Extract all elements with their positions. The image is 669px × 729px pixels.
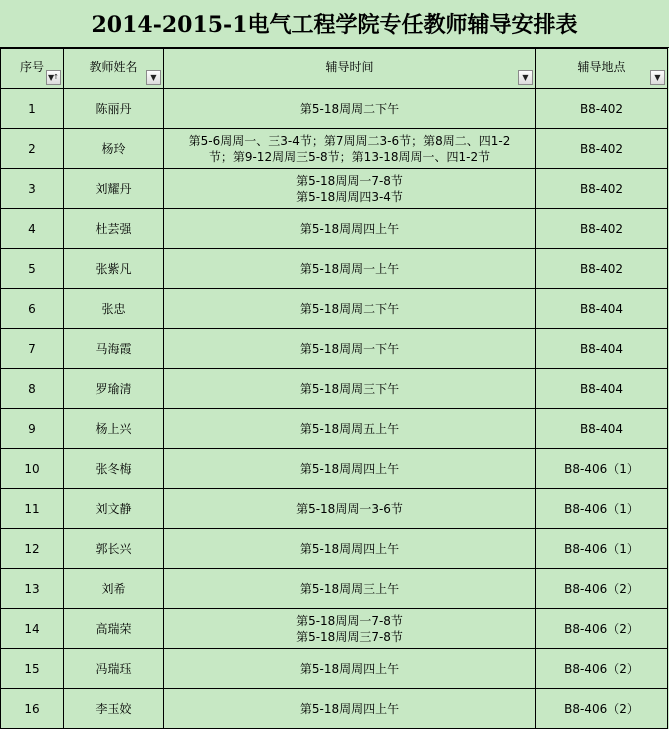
table-row	[1, 649, 668, 689]
cell-teacher-name[interactable]: 刘希	[64, 569, 164, 609]
time-line: 第5-18周周四上午	[299, 701, 400, 716]
cell-place[interactable]: B8-406（2）	[536, 609, 668, 649]
cell-teacher-name[interactable]: 张忠	[64, 289, 164, 329]
cell-place[interactable]: B8-406（2）	[536, 689, 668, 729]
table-row	[1, 529, 668, 569]
cell-teacher-name[interactable]: 高瑞荣	[64, 609, 164, 649]
cell-index[interactable]: 14	[1, 609, 64, 649]
cell-teacher-name[interactable]: 陈丽丹	[64, 89, 164, 129]
cell-time[interactable]	[164, 449, 536, 489]
cell-place[interactable]: B8-404	[536, 409, 668, 449]
table-row	[1, 209, 668, 249]
time-line: 节；第9-12周周三5-8节；第13-18周周一、四1-2节	[208, 149, 491, 164]
cell-place[interactable]: B8-406（1）	[536, 449, 668, 489]
cell-place[interactable]: B8-406（1）	[536, 529, 668, 569]
cell-index[interactable]: 13	[1, 569, 64, 609]
cell-index[interactable]: 2	[1, 129, 64, 169]
cell-time[interactable]	[164, 169, 536, 209]
cell-time[interactable]	[164, 209, 536, 249]
cell-index[interactable]: 10	[1, 449, 64, 489]
table-row	[1, 169, 668, 209]
cell-place[interactable]: B8-406（2）	[536, 649, 668, 689]
cell-index[interactable]: 1	[1, 89, 64, 129]
cell-index[interactable]: 11	[1, 489, 64, 529]
time-line: 第5-18周周四上午	[299, 461, 400, 476]
cell-time[interactable]	[164, 369, 536, 409]
table-row	[1, 289, 668, 329]
cell-place[interactable]: B8-402	[536, 129, 668, 169]
cell-place[interactable]: B8-402	[536, 89, 668, 129]
cell-teacher-name[interactable]: 杨上兴	[64, 409, 164, 449]
header-time	[164, 49, 536, 89]
cell-place[interactable]: B8-406（2）	[536, 569, 668, 609]
header-index-label: 序号	[19, 60, 44, 74]
cell-place[interactable]: B8-404	[536, 329, 668, 369]
time-line: 第5-18周周四上午	[299, 661, 400, 676]
cell-index[interactable]: 4	[1, 209, 64, 249]
cell-index[interactable]: 7	[1, 329, 64, 369]
cell-time[interactable]	[164, 289, 536, 329]
time-line: 第5-18周周四3-4节	[296, 189, 403, 204]
cell-time[interactable]	[164, 529, 536, 569]
table-row	[1, 489, 668, 529]
time-line: 第5-18周周二下午	[299, 101, 400, 116]
time-line: 第5-18周周五上午	[299, 421, 400, 436]
time-line: 第5-18周周一上午	[299, 261, 400, 276]
cell-index[interactable]: 16	[1, 689, 64, 729]
dropdown-filter-icon[interactable]: ▼	[146, 70, 161, 85]
cell-teacher-name[interactable]: 张冬梅	[64, 449, 164, 489]
table-row	[1, 689, 668, 729]
cell-time[interactable]	[164, 129, 536, 169]
time-line: 第5-18周周二下午	[299, 301, 400, 316]
time-line: 第5-18周周一3-6节	[296, 501, 403, 516]
cell-index[interactable]: 6	[1, 289, 64, 329]
cell-time[interactable]	[164, 409, 536, 449]
cell-time[interactable]	[164, 689, 536, 729]
cell-teacher-name[interactable]: 郭长兴	[64, 529, 164, 569]
cell-place[interactable]: B8-402	[536, 169, 668, 209]
sort-ascending-filter-icon[interactable]: ▼ ↑	[46, 70, 61, 85]
header-row	[1, 49, 668, 89]
cell-time[interactable]	[164, 89, 536, 129]
cell-teacher-name[interactable]: 刘耀丹	[64, 169, 164, 209]
cell-teacher-name[interactable]: 张紫凡	[64, 249, 164, 289]
cell-index[interactable]: 12	[1, 529, 64, 569]
header-teacher	[64, 49, 164, 89]
table-row	[1, 449, 668, 489]
table-row	[1, 369, 668, 409]
cell-teacher-name[interactable]: 冯瑞珏	[64, 649, 164, 689]
cell-teacher-name[interactable]: 李玉姣	[64, 689, 164, 729]
table-row	[1, 609, 668, 649]
cell-place[interactable]: B8-406（1）	[536, 489, 668, 529]
cell-teacher-name[interactable]: 杜芸强	[64, 209, 164, 249]
table-row	[1, 89, 668, 129]
time-line: 第5-18周周三下午	[299, 381, 400, 396]
cell-time[interactable]	[164, 489, 536, 529]
cell-place[interactable]: B8-402	[536, 249, 668, 289]
table-row	[1, 409, 668, 449]
header-teacher-label: 教师姓名	[89, 60, 138, 74]
cell-index[interactable]: 9	[1, 409, 64, 449]
time-line: 第5-18周周三7-8节	[296, 629, 403, 644]
cell-time[interactable]	[164, 569, 536, 609]
time-line: 第5-18周周一下午	[299, 341, 400, 356]
header-index	[1, 49, 64, 89]
cell-time[interactable]	[164, 329, 536, 369]
cell-place[interactable]: B8-402	[536, 209, 668, 249]
header-place-label: 辅导地点	[577, 60, 626, 74]
header-time-label: 辅导时间	[325, 60, 374, 74]
time-line: 第5-18周周四上午	[299, 541, 400, 556]
cell-index[interactable]: 3	[1, 169, 64, 209]
cell-teacher-name[interactable]: 罗瑜清	[64, 369, 164, 409]
table-row	[1, 329, 668, 369]
time-line: 第5-18周周一7-8节	[296, 173, 403, 188]
cell-index[interactable]: 5	[1, 249, 64, 289]
table-row	[1, 129, 668, 169]
cell-index[interactable]: 15	[1, 649, 64, 689]
cell-teacher-name[interactable]: 杨玲	[64, 129, 164, 169]
time-line: 第5-18周周三上午	[299, 581, 400, 596]
cell-time[interactable]	[164, 649, 536, 689]
cell-time[interactable]	[164, 609, 536, 649]
dropdown-filter-icon[interactable]: ▼	[518, 70, 533, 85]
header-place	[536, 49, 668, 89]
schedule-table	[0, 48, 668, 729]
table-body	[1, 89, 668, 729]
time-line: 第5-18周周四上午	[299, 221, 400, 236]
cell-place[interactable]: B8-404	[536, 369, 668, 409]
time-line: 第5-6周周一、三3-4节；第7周周二3-6节；第8周二、四1-2	[188, 133, 511, 148]
dropdown-filter-icon[interactable]: ▼	[650, 70, 665, 85]
cell-teacher-name[interactable]: 刘文静	[64, 489, 164, 529]
sheet-title: 2014-2015-1电气工程学院专任教师辅导安排表	[0, 0, 669, 48]
cell-place[interactable]: B8-404	[536, 289, 668, 329]
table-row	[1, 249, 668, 289]
cell-index[interactable]: 8	[1, 369, 64, 409]
table-row	[1, 569, 668, 609]
time-line: 第5-18周周一7-8节	[296, 613, 403, 628]
cell-teacher-name[interactable]: 马海霞	[64, 329, 164, 369]
cell-time[interactable]	[164, 249, 536, 289]
